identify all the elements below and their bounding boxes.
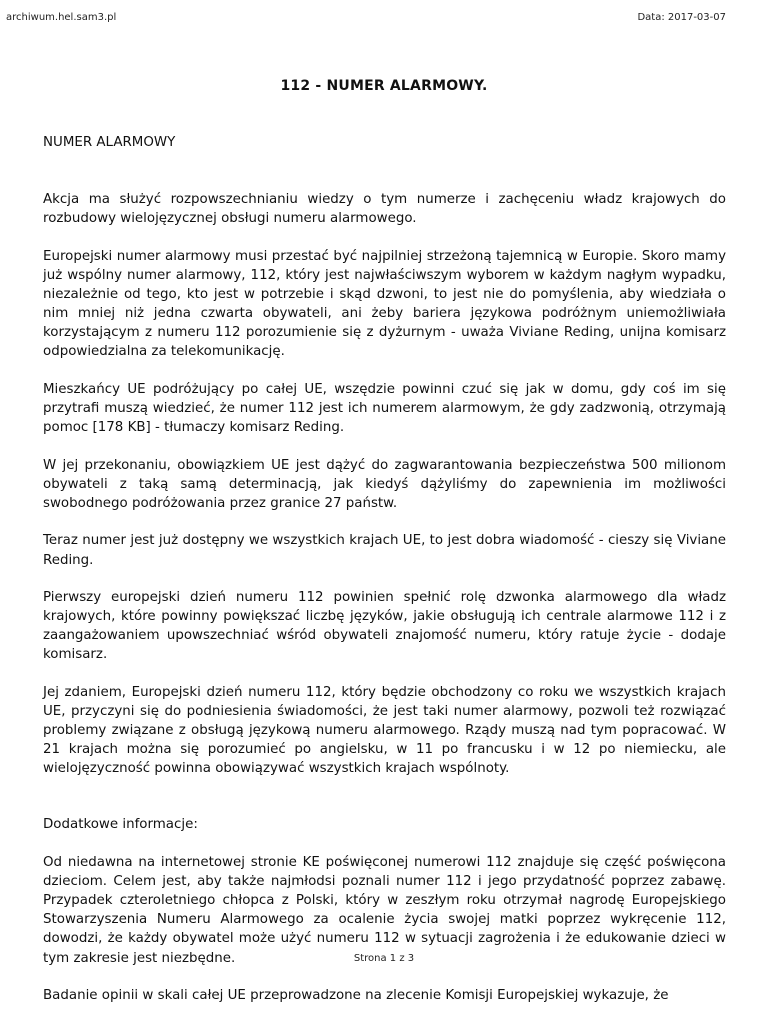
header-date: Data: 2017-03-07 [637, 12, 726, 23]
paragraph: Jej zdaniem, Europejski dzień numeru 112, który będzie obchodzony co roku we wszystkich krajach UE, przyczyni się do podniesienia świadomości, że jest taki numer alarmowy, pozwoli też rozwiązać problemy związane z obsługą językową numeru alarmowego. Rządy muszą nad tym popracować. W 21 krajach można się porozumieć po angielsku, w 11 po francusku i w 12 po niemiecku, ale wielojęzyczność powinna obowiązywać wszystkich krajach wspólnoty. [43, 684, 726, 777]
paragraph: Badanie opinii w skali całej UE przeprowadzone na zlecenie Komisji Europejskiej wykazuje, że [43, 988, 669, 1004]
paragraph: Akcja ma służyć rozpowszechnianiu wiedzy o tym numerze i zachęceniu władz krajowych do rozbudowy wielojęzycznej obsługi numeru alarmowego. [43, 192, 726, 227]
paragraph: Europejski numer alarmowy musi przestać być najpilniej strzeżoną tajemnicą w Europie. Skoro mamy już wspólny numer alarmowy, 112, który jest najwłaściwszym wyborem w każdym nagłym wypadku, niezależnie od tego, kto jest w potrzebie i skąd dzwoni, to jest nie do pomyślenia, aby wiedziała o nim mniej niż jedna czwarta obywateli, ani żeby bariera językowa podróżnym uniemożliwiała korzystającym z numeru 112 porozumienie się z dyżurnym - uważa Viviane Reding, unijna komisarz odpowiedzialna za telekomunikację. [43, 248, 726, 360]
paragraph: Mieszkańcy UE podróżujący po całej UE, wszędzie powinni czuć się jak w domu, gdy coś im się przytrafi muszą wiedzieć, że numer 112 jest ich numerem alarmowym, że gdy zadzwonią, otrzymają pomoc [178 KB] - tłumaczy komisarz Reding. [43, 381, 726, 436]
header-source: archiwum.hel.sam3.pl [6, 12, 117, 23]
section-heading: NUMER ALARMOWY [43, 135, 176, 150]
paragraph: W jej przekonaniu, obowiązkiem UE jest dążyć do zagwarantowania bezpieczeństwa 500 milionom obywateli z taką samą determinacją, jak kiedyś dążyliśmy do zapewnienia im możliwości swobodnego podróżowania przez granice 27 państw. [43, 457, 726, 511]
page-title: 112 - NUMER ALARMOWY. [280, 78, 488, 94]
paragraph: Teraz numer jest już dostępny we wszystkich krajach UE, to jest dobra wiadomość - cieszy się Viviane Reding. [43, 533, 726, 568]
page-number: Strona 1 z 3 [353, 953, 415, 964]
paragraph: Od niedawna na internetowej stronie KE poświęconej numerowi 112 znajduje się część poświęcona dzieciom. Celem jest, aby także najmłodsi poznali numer 112 i jego przydatność poprzez zabawę. Przypadek czteroletniego chłopca z Polski, który w zeszłym roku otrzymał nagrodę Europejskiego Stowarzyszenia Numeru Alarmowego za ocalenie życia swojej matki poprzez wykręcenie 112, dowodzi, że każdy obywatel może użyć numeru 112 w sytuacji zagrożenia i że edukowanie dzieci w tym zakresie jest niezbędne. [43, 855, 726, 966]
article-body [43, 133, 726, 1024]
additional-heading: Dodatkowe informacje: [43, 817, 198, 833]
paragraph: Pierwszy europejski dzień numeru 112 powinien spełnić rolę dzwonka alarmowego dla władz krajowych, które powinny powiększać liczbę języków, jakie obsługują ich centrale alarmowe 112 i z zaangażowaniem upowszechniać wśród obywateli znajomość numeru, który ratuje życie - dodaje komisarz. [43, 590, 726, 663]
